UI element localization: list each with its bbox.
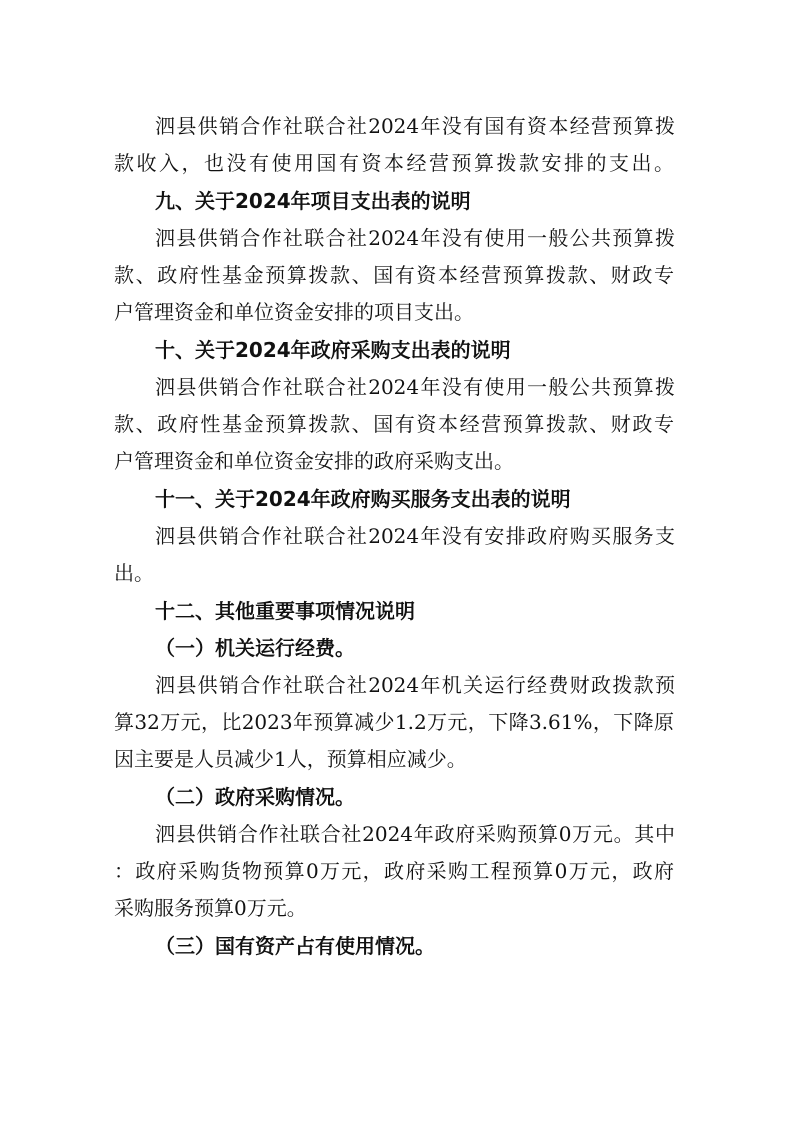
paragraph-line: 款、政府性基金预算拨款、国有资本经营预算拨款、财政专 <box>114 263 674 287</box>
paragraph-line: 款、政府性基金预算拨款、国有资本经营预算拨款、财政专 <box>114 412 674 436</box>
paragraph-line: 泗县供销合作社联合社2024年没有使用一般公共预算拨 <box>155 226 675 250</box>
section-heading: 十二、其他重要事项情况说明 <box>155 599 415 623</box>
subsection-heading: （二）政府采购情况。 <box>155 785 355 809</box>
paragraph-line: 泗县供销合作社联合社2024年没有安排政府购买服务支 <box>155 524 675 548</box>
paragraph-line: 泗县供销合作社联合社2024年没有国有资本经营预算拨 <box>155 114 675 138</box>
paragraph-line: 户管理资金和单位资金安排的政府采购支出。 <box>114 449 514 473</box>
paragraph-line: 款收入，也没有使用国有资本经营预算拨款安排的支出。 <box>114 151 674 175</box>
section-heading: 十、关于2024年政府采购支出表的说明 <box>155 338 511 362</box>
subsection-heading: （一）机关运行经费。 <box>155 636 355 660</box>
paragraph-line: 因主要是人员减少1人，预算相应减少。 <box>114 747 467 771</box>
paragraph-line: ：政府采购货物预算0万元，政府采购工程预算0万元，政府 <box>114 859 674 883</box>
paragraph-line: 泗县供销合作社联合社2024年政府采购预算0万元。其中 <box>155 822 675 846</box>
paragraph-line: 算32万元，比2023年预算减少1.2万元，下降3.61%，下降原 <box>114 710 674 734</box>
section-heading: 十一、关于2024年政府购买服务支出表的说明 <box>155 487 571 511</box>
paragraph-line: 出。 <box>114 561 154 585</box>
paragraph-line: 采购服务预算0万元。 <box>114 896 307 920</box>
section-heading: 九、关于2024年项目支出表的说明 <box>155 189 471 213</box>
subsection-heading: （三）国有资产占有使用情况。 <box>155 934 435 958</box>
paragraph-line: 泗县供销合作社联合社2024年机关运行经费财政拨款预 <box>155 673 675 697</box>
paragraph-line: 户管理资金和单位资金安排的项目支出。 <box>114 300 474 324</box>
paragraph-line: 泗县供销合作社联合社2024年没有使用一般公共预算拨 <box>155 375 675 399</box>
